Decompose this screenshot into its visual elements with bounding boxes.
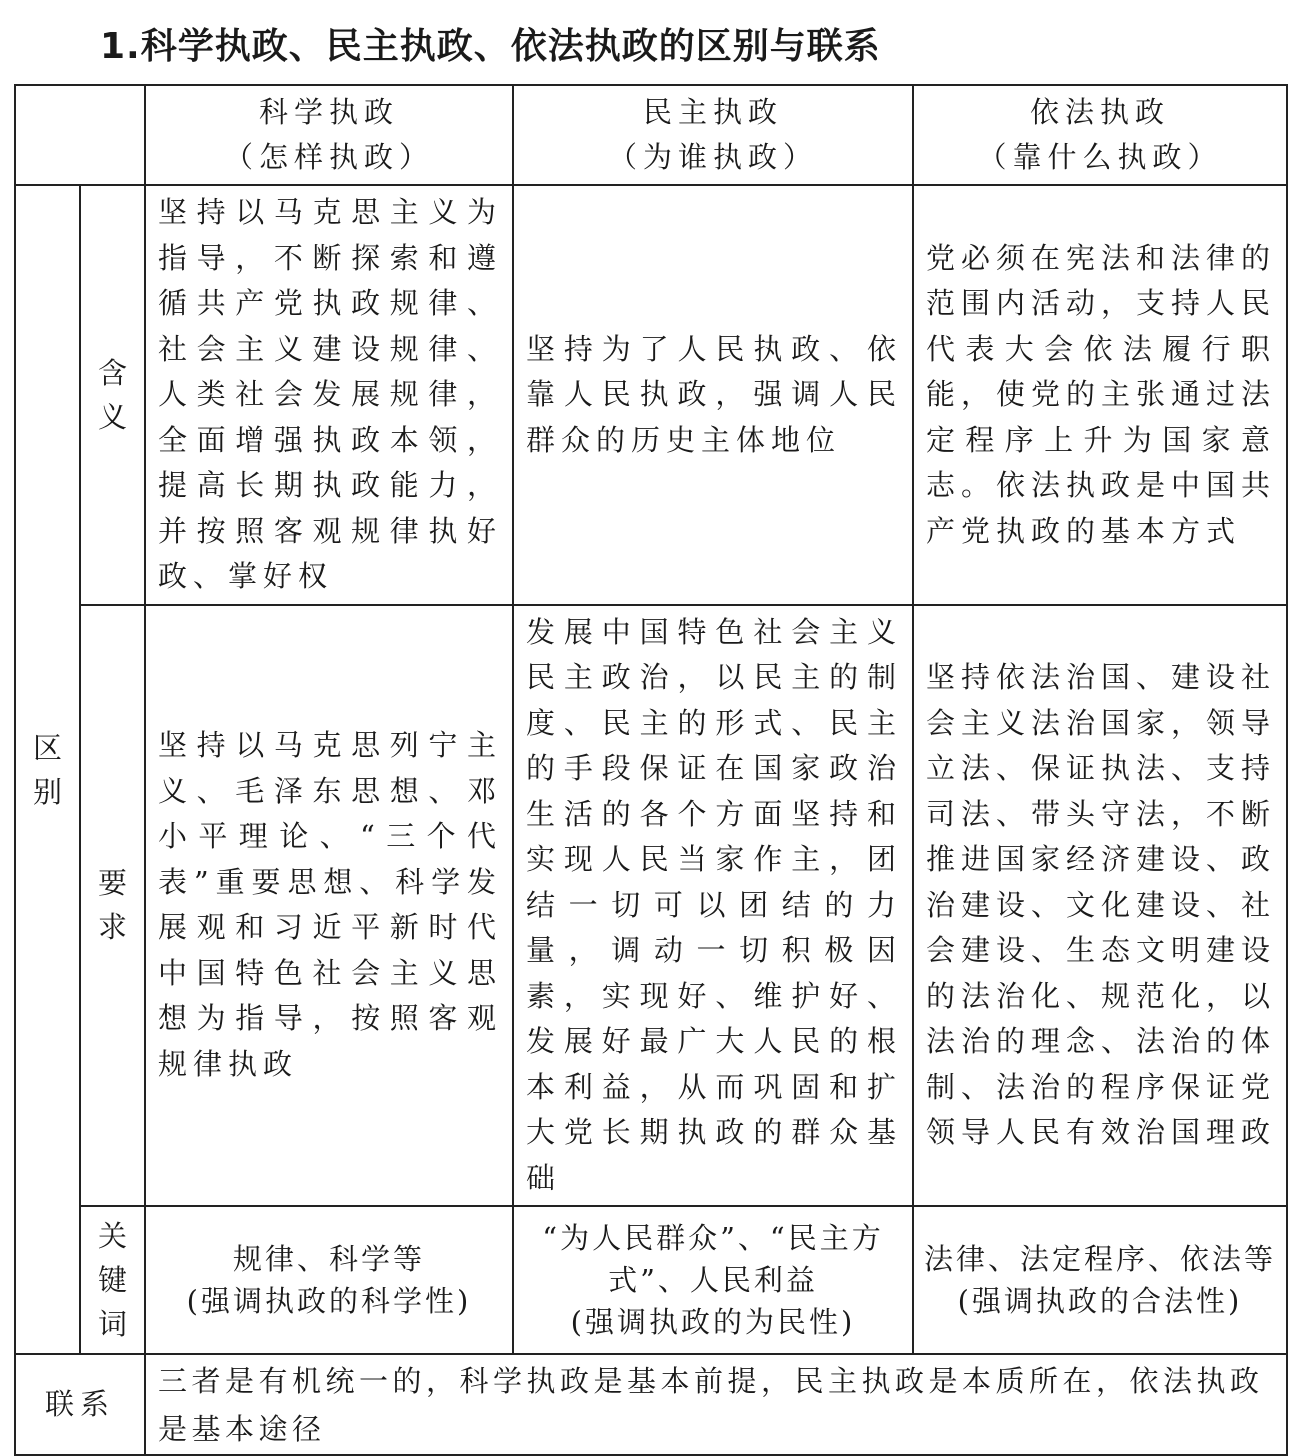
keywords-label <box>80 1206 145 1354</box>
requirement-democracy: 发展中国特色社会主义民主政治，以民主的制度、民主的形式、民主的手段保证在国家政治生活的各个方面坚持和实现人民当家作主，团结一切可以团结的力量，调动一切积极因素，实现好、维护好、发展好最广大人民的根本利益，从而巩固和扩大党长期执政的群众基础 <box>513 605 913 1207</box>
page-title: 1.科学执政、民主执政、依法执政的区别与联系 <box>100 26 881 67</box>
requirement-law: 坚持依法治国、建设社会主义法治国家，领导立法、保证执法、支持司法、带头守法，不断推进国家经济建设、政治建设、文化建设、社会建设、生态文明建设的法治化、规范化，以法治的理念、法治的体制、法治的程序保证党领导人民有效治国理政 <box>913 605 1287 1207</box>
keywords-law-line-1: 法律、法定程序、依法等 <box>923 1242 1276 1276</box>
meaning-democracy: 坚持为了人民执政、依靠人民执政，强调人民群众的历史主体地位 <box>513 185 913 605</box>
meaning-row <box>15 185 1287 605</box>
requirement-row <box>15 605 1287 1207</box>
keywords-label-char-1: 关 <box>97 1219 127 1253</box>
header-science-name: 科学执政 <box>258 94 399 129</box>
header-empty-cell <box>15 85 145 185</box>
header-democracy <box>513 85 913 185</box>
keywords-democracy-line-1: “为人民群众”、“民主方 <box>542 1221 884 1255</box>
connection-label: 联系 <box>15 1354 145 1455</box>
meaning-science: 坚持以马克思主义为指导，不断探索和遵循共产党执政规律、社会主义建设规律、人类社会发展规律，全面增强执政本领，提高长期执政能力，并按照客观规律执好政、掌好权 <box>145 185 513 605</box>
requirement-science: 坚持以马克思列宁主义、毛泽东思想、邓小平理论、“三个代表”重要思想、科学发展观和习近平新时代中国特色社会主义思想为指导，按照客观规律执政 <box>145 605 513 1207</box>
keywords-democracy-line-2: 式”、人民利益 <box>608 1263 818 1297</box>
meaning-label-char-2: 义 <box>97 399 127 434</box>
keywords-science <box>145 1206 513 1354</box>
difference-label-char-1: 区 <box>32 730 62 765</box>
header-law-sub: （靠什么执政） <box>977 140 1223 174</box>
keywords-law <box>913 1206 1287 1354</box>
header-science <box>145 85 513 185</box>
keywords-law-line-2: (强调执政的合法性) <box>957 1284 1243 1318</box>
difference-label-char-2: 别 <box>32 774 62 809</box>
keywords-row <box>15 1206 1287 1354</box>
keywords-label-char-3: 词 <box>97 1307 127 1341</box>
meaning-law: 党必须在宪法和法律的范围内活动，支持人民代表大会依法履行职能，使党的主张通过法定程序上升为国家意志。依法执政是中国共产党执政的基本方式 <box>913 185 1287 605</box>
keywords-label-char-2: 键 <box>97 1263 127 1297</box>
header-law <box>913 85 1287 185</box>
requirement-label-char-2: 求 <box>97 910 127 945</box>
keywords-democracy-line-3: (强调执政的为民性) <box>570 1305 856 1339</box>
comparison-table <box>14 84 1288 1456</box>
header-row <box>15 85 1287 185</box>
header-law-name: 依法执政 <box>1029 94 1170 129</box>
header-science-sub: （怎样执政） <box>223 140 434 174</box>
keywords-science-line-2: (强调执政的科学性) <box>186 1284 472 1318</box>
meaning-label <box>80 185 145 605</box>
requirement-label <box>80 605 145 1207</box>
keywords-democracy <box>513 1206 913 1354</box>
connection-row <box>15 1354 1287 1455</box>
keywords-science-line-1: 规律、科学等 <box>232 1242 425 1276</box>
header-democracy-name: 民主执政 <box>642 94 783 129</box>
requirement-label-char-1: 要 <box>97 866 127 901</box>
difference-label <box>15 185 80 1354</box>
connection-text: 三者是有机统一的，科学执政是基本前提，民主执政是本质所在，依法执政是基本途径 <box>145 1354 1287 1455</box>
meaning-label-char-1: 含 <box>97 355 127 390</box>
header-democracy-sub: （为谁执政） <box>607 140 818 174</box>
